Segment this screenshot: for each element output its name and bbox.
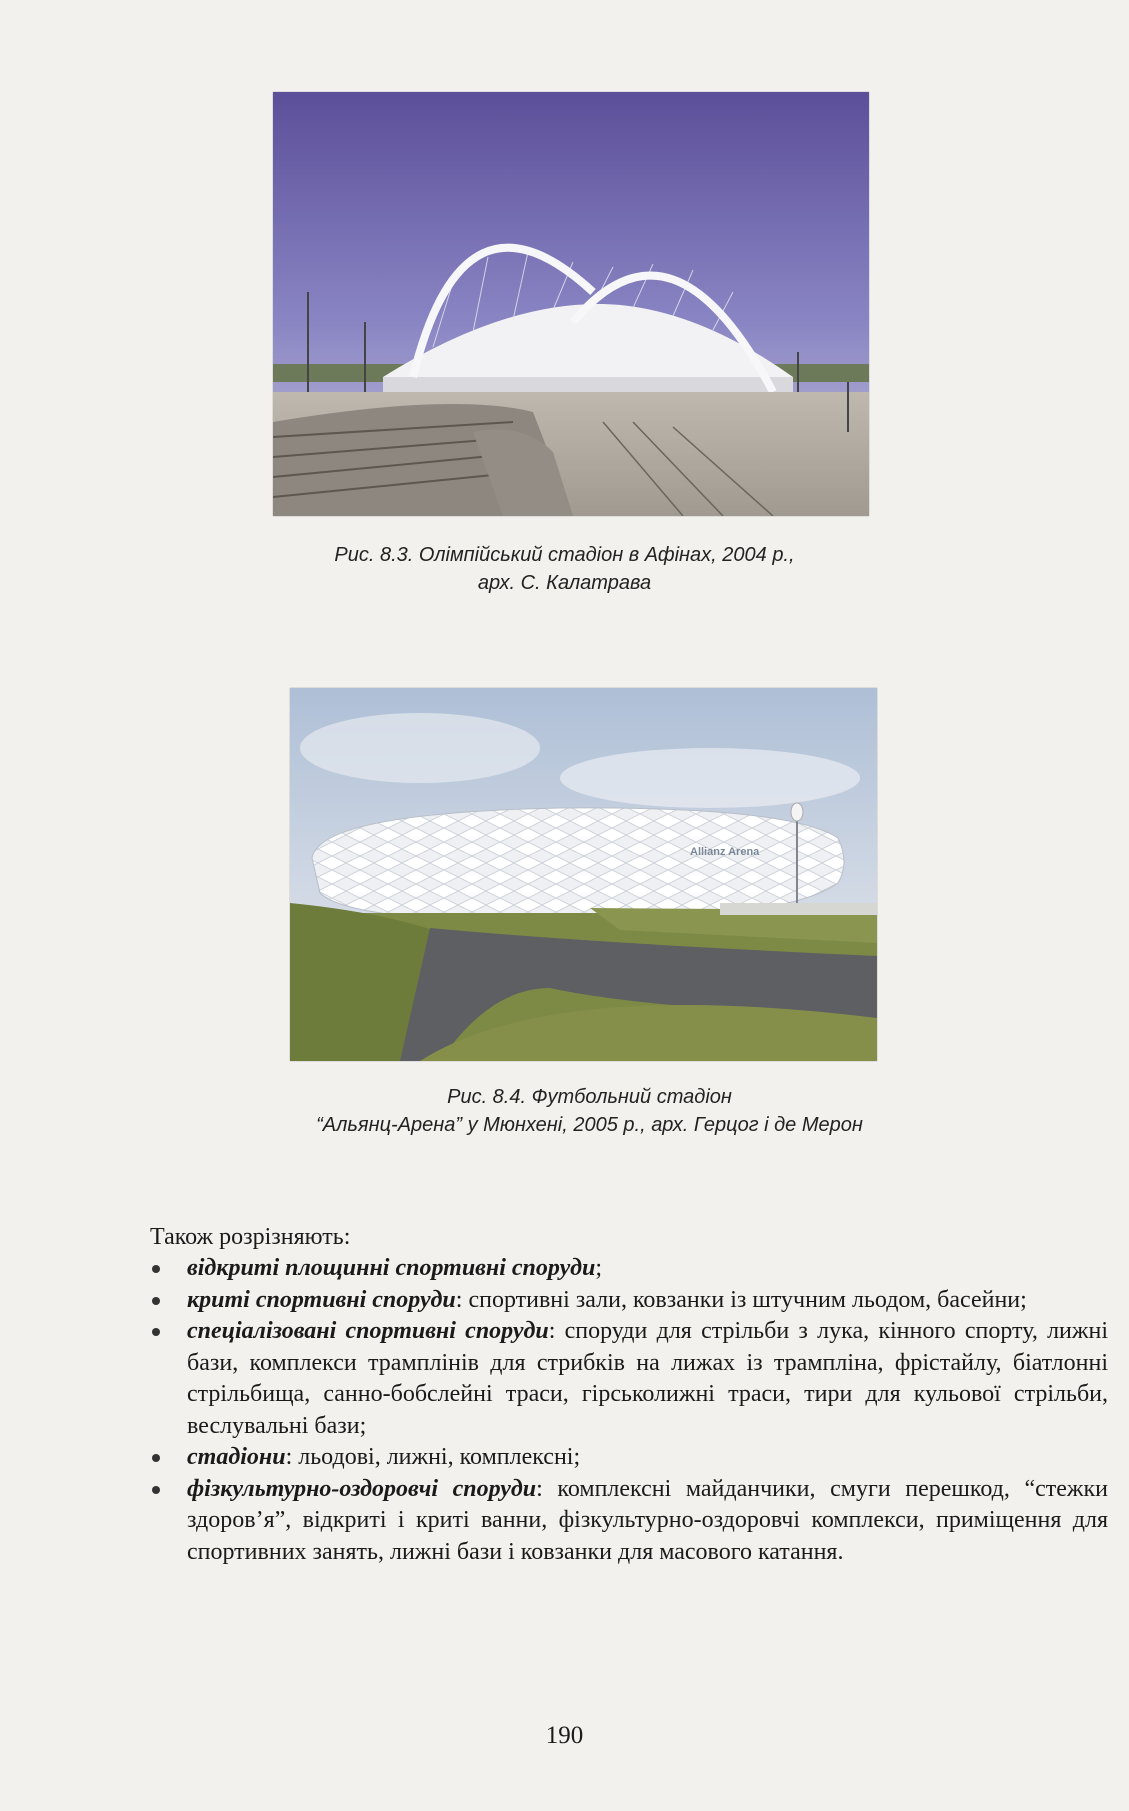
caption-line: Рис. 8.3. Олімпійський стадіон в Афінах, 2004 р.,: [334, 544, 795, 566]
list-item-term: спеціалізовані спортивні споруди: [187, 1318, 549, 1344]
page-number: 190: [545, 1722, 584, 1749]
figure-caption-8-4: [25, 1083, 1129, 1139]
list-item: [150, 1285, 1108, 1317]
list-item-text: : спортивні зали, ковзанки із штучним льодом, басейни;: [455, 1286, 1027, 1313]
bullet-icon: [152, 1454, 160, 1462]
list-item-term: відкриті площинні спортивні споруди: [187, 1255, 596, 1281]
olympic-stadium-athens-photo: [273, 92, 869, 516]
list-item-text: : льодові, лижні, комплексні;: [285, 1444, 581, 1470]
list-item-term: фізкультурно-оздоровчі споруди: [187, 1475, 537, 1502]
list-item: [150, 1442, 1108, 1474]
list-item: [150, 1316, 1108, 1442]
bullet-icon: [152, 1486, 160, 1494]
intro-paragraph: Також розрізняють:: [150, 1224, 351, 1250]
caption-line: “Альянц-Арена” у Мюнхені, 2005 р., арх. Герцог і де Мерон: [316, 1114, 863, 1136]
list-item-text: : комплексні майданчики, смуги перешкод, “стежки здоров’я”, відкриті і криті ванни, фізкультурно-оздоровчі комплекси, приміщення для спортивних занять, лижні бази і ковзанки для масового катання.: [187, 1475, 1108, 1565]
caption-line: арх. С. Калатрава: [477, 572, 652, 594]
list-item-text: ;: [595, 1255, 603, 1281]
bullet-icon: [152, 1297, 160, 1305]
allianz-arena-munich-photo: [290, 688, 877, 1061]
list-item-term: стадіони: [187, 1444, 286, 1470]
list-item: [150, 1474, 1108, 1569]
bullet-icon: [152, 1328, 160, 1336]
list-item: [150, 1253, 1108, 1285]
arena-sign-text: Allianz Arena: [690, 846, 760, 858]
figure-caption-8-3: [0, 541, 1129, 597]
bullet-list: [150, 1253, 1108, 1568]
list-item-text: : споруди для стрільби з лука, кінного спорту, лижні бази, комплекси трамплінів для стрибків на лижах із трампліна, фрістайлу, біатлонні стрільбища, санно-бобслейні траси, гірськолижні траси, тири для кульової стрільби, веслувальні бази;: [187, 1318, 1108, 1439]
caption-line: Рис. 8.4. Футбольний стадіон: [447, 1086, 732, 1108]
bullet-icon: [152, 1265, 160, 1273]
list-item-term: криті спортивні споруди: [187, 1286, 456, 1313]
